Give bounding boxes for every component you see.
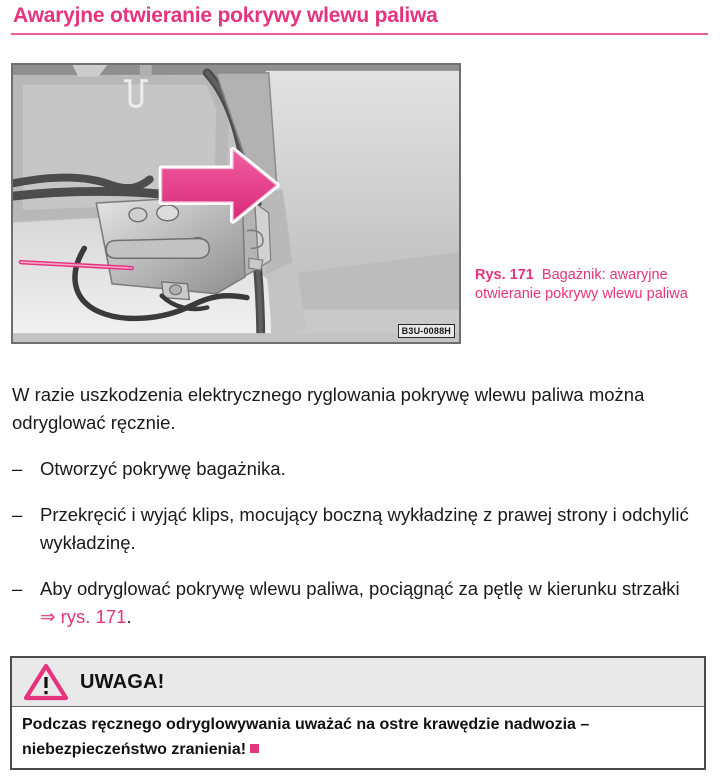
list-item-text: [40, 575, 706, 631]
end-of-section-marker: [250, 744, 259, 753]
title-divider: [11, 33, 708, 35]
figure-code-label: B3U-0088H: [398, 324, 455, 338]
warning-triangle-icon: [24, 663, 68, 701]
list-item-text: [40, 501, 706, 557]
warning-box: [10, 656, 706, 770]
instruction-list: [12, 455, 706, 649]
list-item-body: Aby odryglować pokrywę wlewu paliwa, pociągnąć za pętlę w kierunku strzałki: [40, 578, 680, 599]
page-title: Awaryjne otwieranie pokrywy wlewu paliwa: [13, 4, 438, 27]
list-item-text: [40, 455, 706, 483]
warning-body: [12, 707, 704, 762]
list-item-suffix: .: [126, 606, 132, 627]
list-item: [12, 455, 706, 483]
warning-header: [12, 658, 704, 707]
figure-cross-reference-link[interactable]: ⇒ rys. 171: [40, 606, 127, 627]
bullet-marker: –: [12, 504, 23, 525]
list-item: [12, 501, 706, 557]
list-item-body: Otworzyć pokrywę bagażnika.: [40, 458, 286, 479]
figure-caption-label: Rys. 171: [475, 267, 534, 283]
figure-image: [11, 63, 461, 344]
intro-paragraph: W razie uszkodzenia elektrycznego ryglowania pokrywę wlewu paliwa można odryglować ręcznie.: [12, 384, 645, 433]
figure-caption: [475, 266, 710, 304]
figure-caption-text: Bagażnik: awaryjne otwieranie pokrywy wlewu paliwa: [475, 267, 688, 302]
warning-body-text: Podczas ręcznego odryglowywania uważać na ostre krawędzie nadwozia – niebezpieczeństwo zranienia!: [22, 716, 590, 758]
bullet-marker: –: [12, 458, 23, 479]
bullet-marker: –: [12, 578, 23, 599]
warning-title: UWAGA!: [80, 670, 165, 693]
trunk-interior-illustration: [13, 65, 459, 342]
list-item-body: Przekręcić i wyjąć klips, mocujący boczną wykładzinę z prawej strony i odchylić wykładzinę.: [40, 504, 689, 553]
list-item: [12, 575, 706, 631]
